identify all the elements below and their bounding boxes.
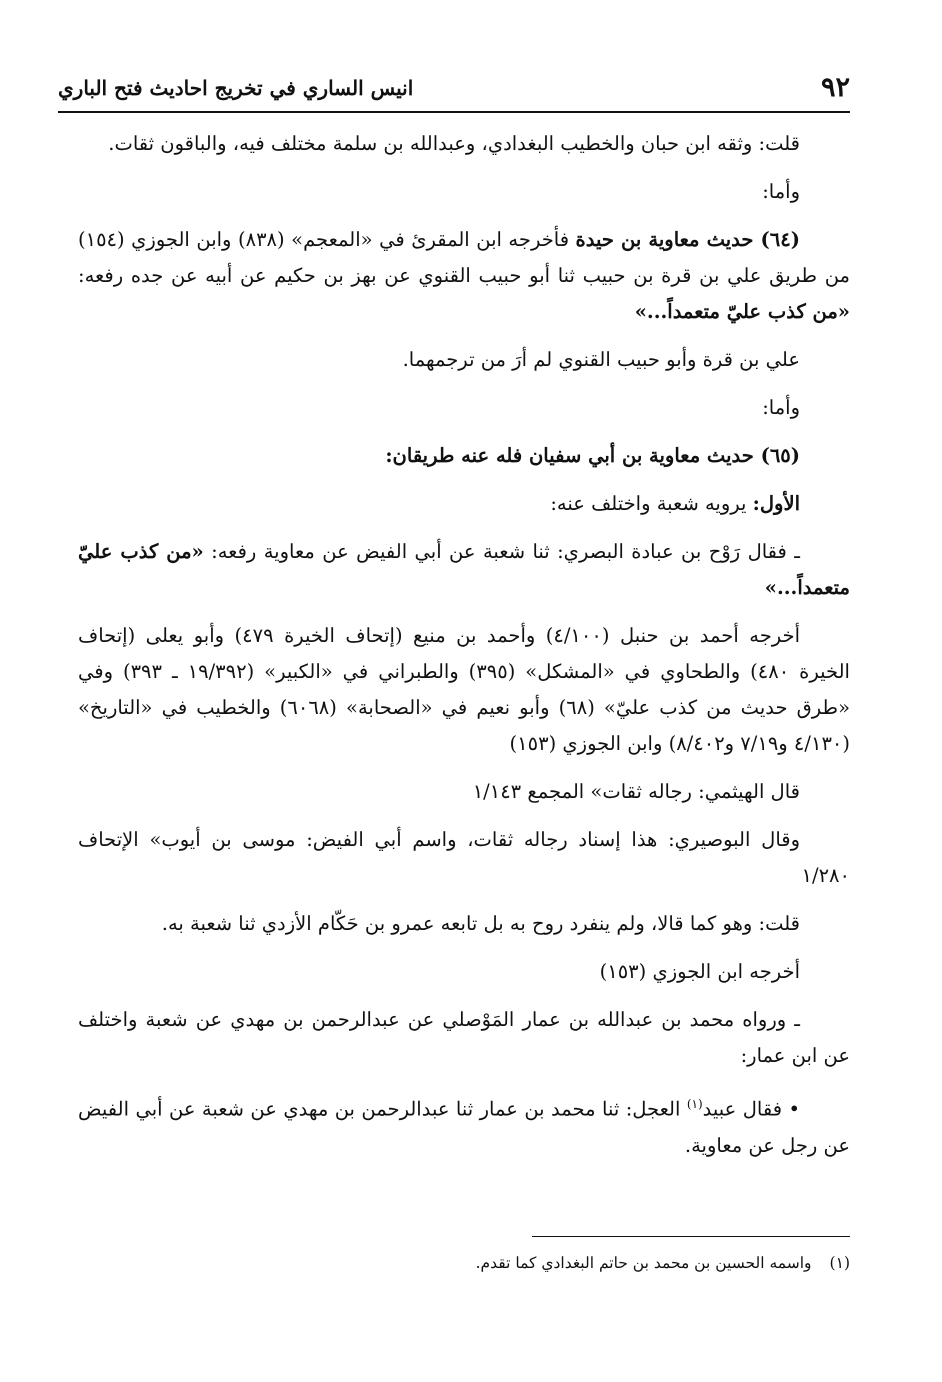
paragraph-text: فأخرجه ابن المقرئ في «المعجم» (٨٣٨) وابن الجوزي (١٥٤) من طريق علي بن قرة بن حبيب ثنا أبو حبيب القنوي عن بهز بن حكيم عن أبيه عن جده رفعه: xyxy=(78,228,850,287)
paragraph: قلت: وهو كما قالا، ولم ينفرد روح به بل تابعه عمرو بن حَكّام الأزدي ثنا شعبة به. xyxy=(161,912,800,935)
section-label: الأول: xyxy=(752,492,800,515)
paragraph-text: ـ فقال رَوْح بن عبادة البصري: ثنا شعبة عن أبي الفيض عن معاوية رفعه: xyxy=(203,540,800,563)
paragraph: قال الهيثمي: رجاله ثقات» المجمع ١/١٤٣ xyxy=(472,780,800,803)
hadith-quote: «من كذب عليّ متعمداً...» xyxy=(634,300,850,323)
hadith-heading-65 xyxy=(78,438,850,474)
footnote-number: (١) xyxy=(829,1254,850,1272)
paragraph: وأما: xyxy=(762,180,800,203)
paragraph: قلت: وثقه ابن حبان والخطيب البغدادي، وعبدالله بن سلمة مختلف فيه، والباقون ثقات. xyxy=(108,132,800,155)
paragraph: وقال البوصيري: هذا إسناد رجاله ثقات، واسم أبي الفيض: موسى بن أيوب» الإتحاف ١/٢٨٠ xyxy=(78,828,850,887)
footnote-text: واسمه الحسين بن محمد بن حاتم البغدادي كما تقدم. xyxy=(475,1254,812,1272)
paragraph-text: يرويه شعبة واختلف عنه: xyxy=(550,492,753,515)
paragraph-text: • فقال عبيد xyxy=(702,1097,800,1121)
paragraph-hadith-64 xyxy=(78,222,850,330)
hadith-quote: «من كذب عليّ متعمداً...» xyxy=(78,540,850,599)
paragraph-text: العجل: ثنا محمد بن عمار ثنا عبدالرحمن بن مهدي عن شعبة عن أبي الفيض عن رجل عن معاوية. xyxy=(78,1097,850,1157)
page-number: ٩٢ xyxy=(820,72,850,103)
paragraph: وأما: xyxy=(762,396,800,419)
paragraph: علي بن قرة وأبو حبيب القنوي لم أرَ من ترجمهما. xyxy=(402,348,800,371)
paragraph xyxy=(78,1086,850,1164)
hadith-heading: (٦٤) حديث معاوية بن حيدة xyxy=(575,228,800,251)
paragraph: أخرجه ابن الجوزي (١٥٣) xyxy=(599,960,800,983)
paragraph xyxy=(78,486,850,522)
hadith-heading: (٦٥) حديث معاوية بن أبي سفيان فله عنه طريقان: xyxy=(385,444,800,467)
footnote xyxy=(120,1252,850,1274)
main-text xyxy=(78,126,850,1176)
page-header xyxy=(58,70,850,110)
footnote-divider xyxy=(532,1236,850,1237)
paragraph xyxy=(78,534,850,606)
paragraph: ـ ورواه محمد بن عبدالله بن عمار المَوْصلي عن عبدالرحمن بن مهدي عن شعبة واختلف عن ابن عمار: xyxy=(78,1008,850,1067)
header-divider xyxy=(58,111,850,113)
running-title: انيس الساري في تخريج احاديث فتح الباري xyxy=(58,76,414,100)
footnote-marker[interactable]: (١) xyxy=(686,1097,703,1111)
paragraph: أخرجه أحمد بن حنبل (٤/١٠٠) وأحمد بن منيع (إتحاف الخيرة ٤٧٩) وأبو يعلى (إتحاف الخيرة ٤٨٠) والطحاوي في «المشكل» (٣٩٥) والطبراني في «الكبير» (١٩/٣٩٢ ـ ٣٩٣) وفي «طرق حديث من كذب عليّ» (٦٨) وأبو نعيم في «الصحابة» (٦٠٦٨) والخطيب في «التاريخ» (٤/١٣٠ و٧/١٩ و٨/٤٠٢) وابن الجوزي (١٥٣) xyxy=(78,624,850,755)
